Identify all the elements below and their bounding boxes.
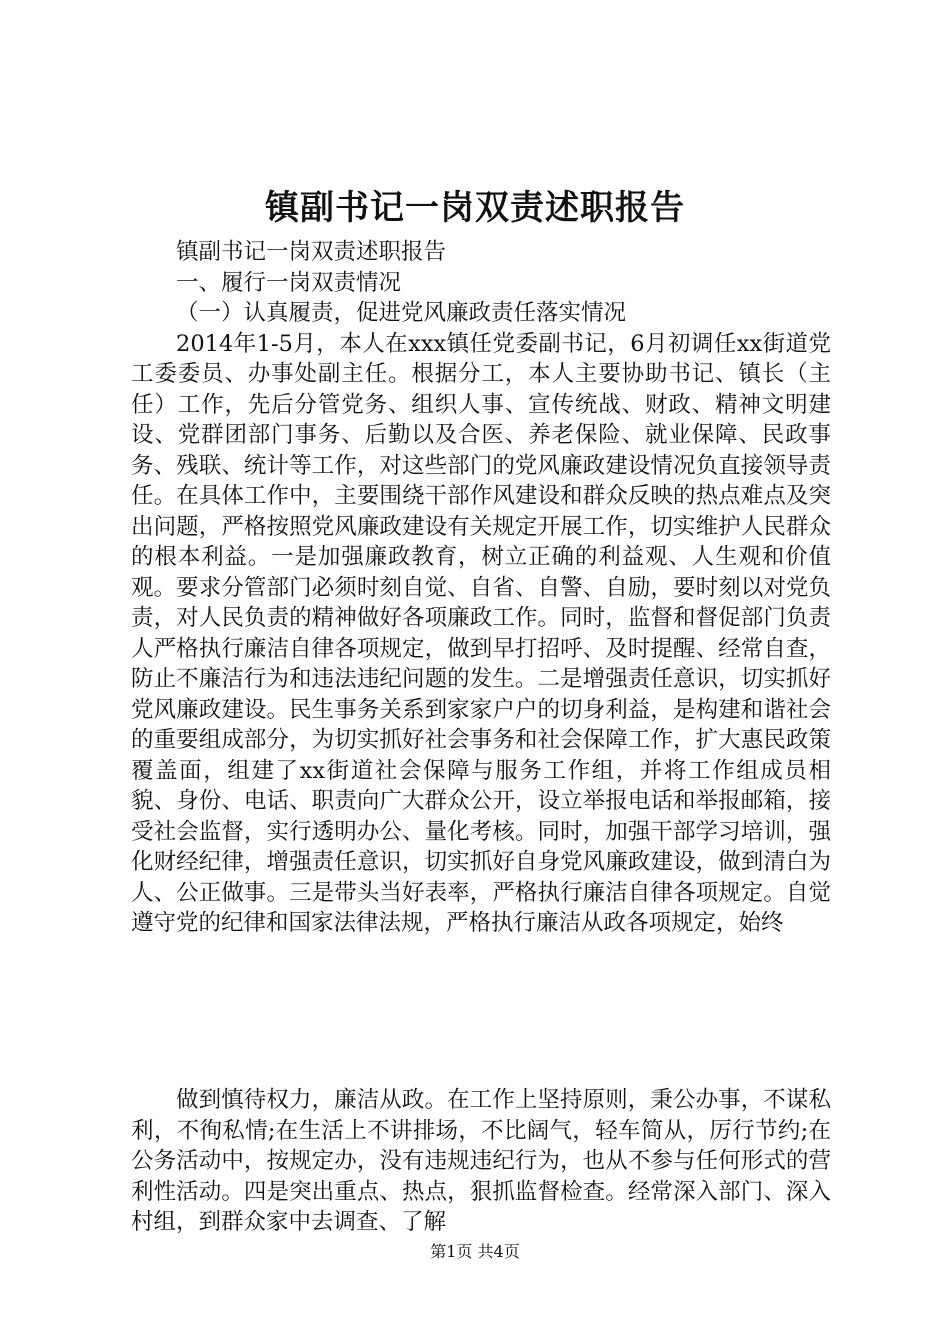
paragraph-section-heading: 一、履行一岗双责情况	[176, 269, 402, 296]
paragraph-subtitle: 镇副书记一岗双责述职报告	[176, 239, 447, 265]
document-title: 镇副书记一岗双责述职报告	[265, 188, 685, 228]
body-block-1	[131, 237, 831, 939]
paragraph-subsection-heading: （一）认真履责，促进党风廉政责任落实情况	[176, 300, 627, 326]
page-footer: 第1页 共4页	[430, 1242, 520, 1261]
paragraph-body-continued: 做到慎待权力，廉洁从政。在工作上坚持原则，秉公办事，不谋私利，不徇私情;在生活上不讲排场，不比阔气，轻车简从，厉行节约;在公务活动中，按规定办，没有违规违纪行为，也从不参与任何形式的营利性活动。四是突出重点、热点，狠抓监督检查。经常深入部门、深入村组，到群众家中去调查、了解	[131, 1087, 831, 1235]
body-block-2	[131, 1085, 831, 1238]
paragraph-body: 2014年1-5月，本人在xxx镇任党委副书记，6月初调任xx街道党工委委员、办事处副主任。根据分工，本人主要协助书记、镇长（主任）工作，先后分管党务、组织人事、宣传统战、财政、精神文明建设、党群团部门事务、后勤以及合医、养老保险、就业保障、民政事务、残联、统计等工作，对这些部门的党风廉政建设情况负直接领导责任。在具体工作中，主要围绕干部作风建设和群众反映的热点难点及突出问题，严格按照党风廉政建设有关规定开展工作，切实维护人民群众的根本利益。一是加强廉政教育，树立正确的利益观、人生观和价值观。要求分管部门必须时刻自觉、自省、自警、自励，要时刻以对党负责，对人民负责的精神做好各项廉政工作。同时，监督和督促部门负责人严格执行廉洁自律各项规定，做到早打招呼、及时提醒、经常自查，防止不廉洁行为和违法违纪问题的发生。二是增强责任意识，切实抓好党风廉政建设。民生事务关系到家家户户的切身利益，是构建和谐社会的重要组成部分，为切实抓好社会事务和社会保障工作，扩大惠民政策覆盖面，组建了xx街道社会保障与服务工作组，并将工作组成员相貌、身份、电话、职责向广大群众公开，设立举报电话和举报邮箱，接受社会监督，实行透明办公、量化考核。同时，加强干部学习培训，强化财经纪律，增强责任意识，切实抓好自身党风廉政建设，做到清白为人、公正做事。三是带头当好表率，严格执行廉洁自律各项规定。自觉遵守党的纪律和国家法律法规，严格执行廉洁从政各项规定，始终	[131, 330, 831, 936]
